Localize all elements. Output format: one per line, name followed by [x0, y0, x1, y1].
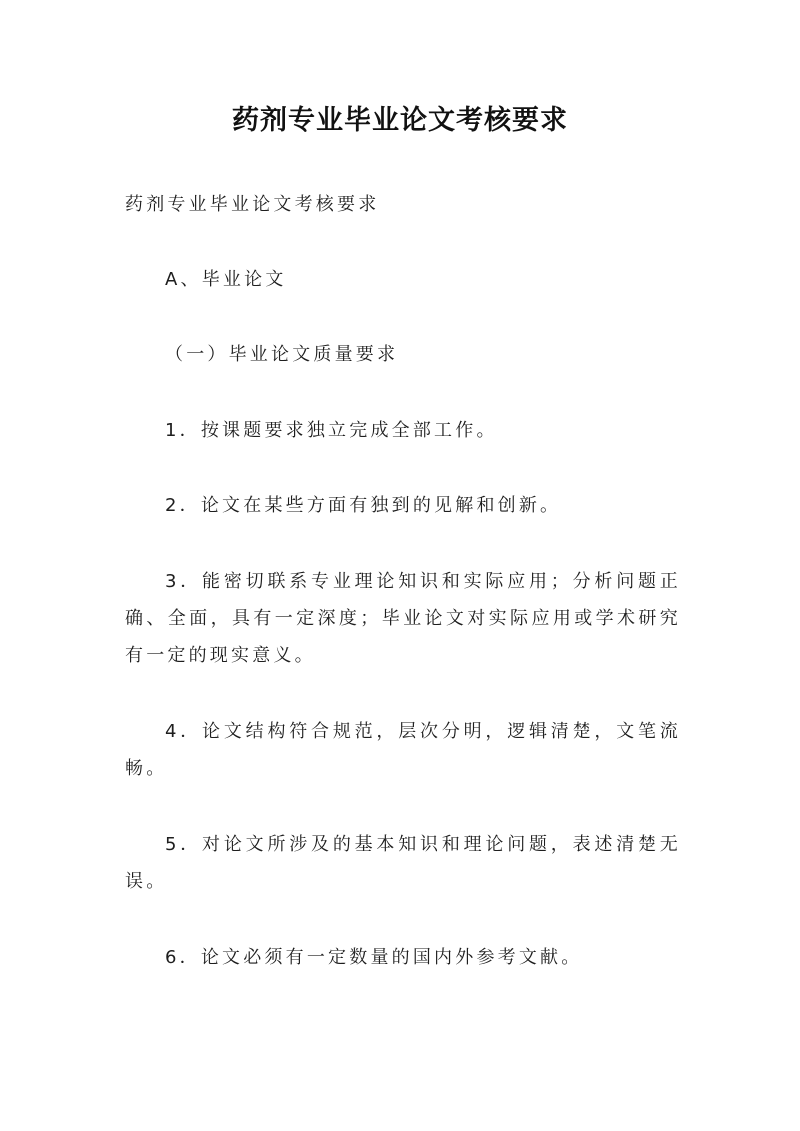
- requirement-item-5: 5．对论文所涉及的基本知识和理论问题，表述清楚无误。: [125, 834, 681, 892]
- requirement-item-1: 1．按课题要求独立完成全部工作。: [165, 420, 498, 441]
- requirement-item-2: 2．论文在某些方面有独到的见解和创新。: [165, 495, 562, 516]
- paragraph-heading-repeat: 药剂专业毕业论文考核要求: [125, 194, 380, 215]
- requirement-item-3: 3．能密切联系专业理论知识和实际应用；分析问题正确、全面，具有一定深度；毕业论文对实际应用或学术研究有一定的现实意义。: [125, 571, 681, 666]
- document-title: 药剂专业毕业论文考核要求: [232, 105, 568, 136]
- requirement-item-4: 4．论文结构符合规范，层次分明，逻辑清楚，文笔流畅。: [125, 721, 681, 779]
- requirement-item-6: 6．论文必须有一定数量的国内外参考文献。: [165, 947, 583, 968]
- section-a-heading: A、毕业论文: [165, 269, 287, 290]
- subsection-one-heading: （一）毕业论文质量要求: [165, 344, 399, 365]
